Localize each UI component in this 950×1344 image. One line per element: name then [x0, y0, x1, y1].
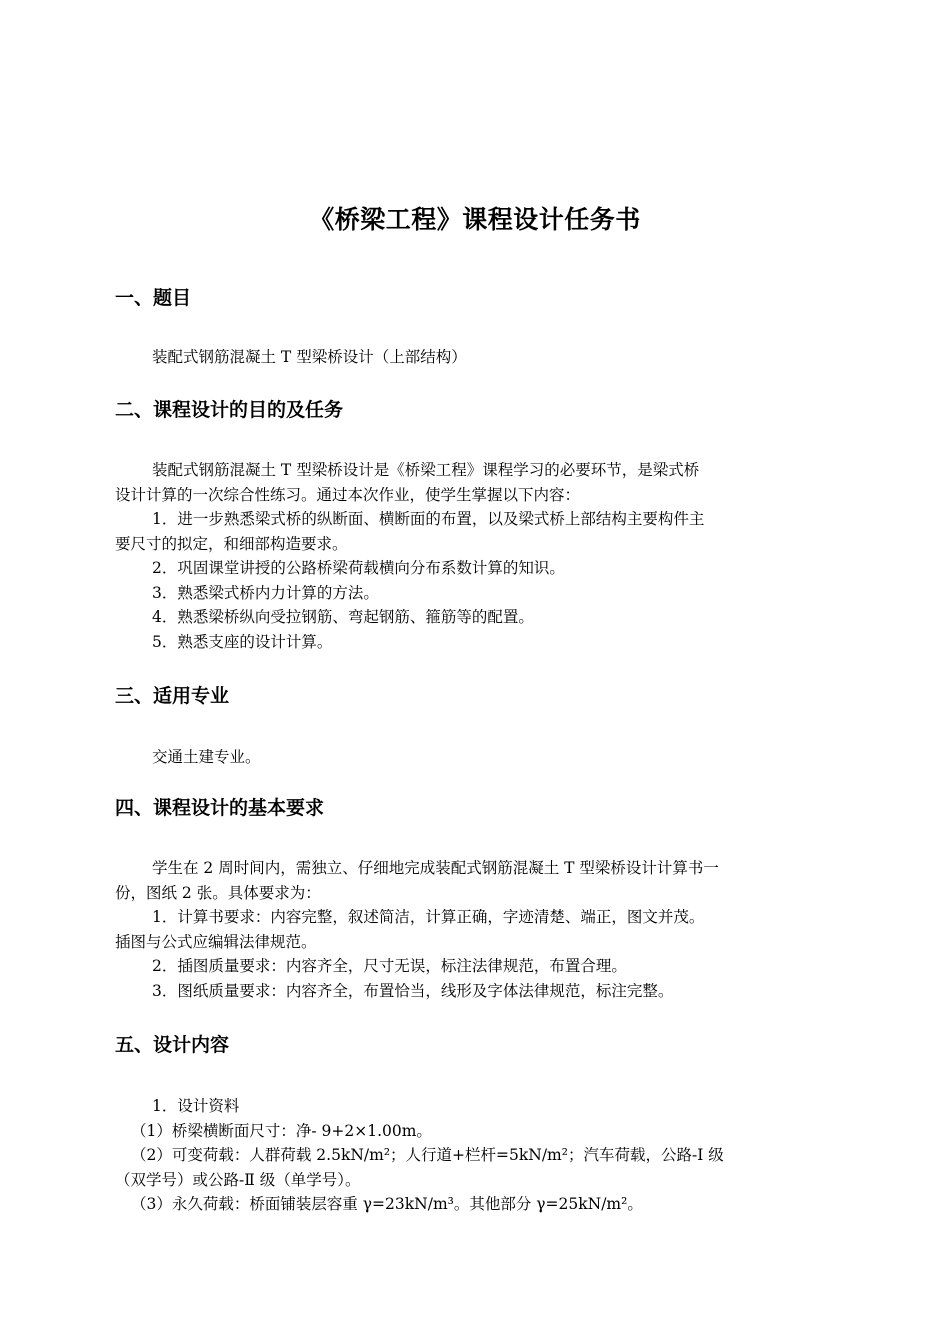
section-heading-content: 五、设计内容: [115, 1034, 230, 1056]
body-line: 2．插图质量要求：内容齐全，尺寸无误，标注法律规范，布置合理。: [152, 957, 627, 975]
section-body-requirements: [115, 856, 837, 1003]
body-line: 要尺寸的拟定，和细部构造要求。: [115, 534, 348, 553]
body-line: 1．设计资料: [152, 1097, 240, 1115]
body-line: 份，图纸 2 张。具体要求为：: [115, 883, 321, 902]
body-line: （2）可变荷载：人群荷载 2.5kN/m²；人行道+栏杆=5kN/m²；汽车荷载，公路-Ⅰ 级: [131, 1146, 724, 1164]
body-line: 4．熟悉梁桥纵向受拉钢筋、弯起钢筋、箍筋等的配置。: [152, 608, 534, 626]
document-title: 《桥梁工程》课程设计任务书: [309, 205, 641, 234]
body-line: 3．熟悉梁式桥内力计算的方法。: [152, 583, 379, 602]
body-line: 1．计算书要求：内容完整，叙述简洁，计算正确，字迹清楚、端正，图文并茂。: [152, 908, 705, 926]
section-body-topic: [115, 345, 837, 370]
body-line: 插图与公式应编辑法律规范。: [115, 932, 317, 951]
section-heading-requirements: 四、课程设计的基本要求: [115, 797, 325, 819]
body-line: 2．巩固课堂讲授的公路桥梁荷载横向分布系数计算的知识。: [152, 559, 565, 577]
body-line: 3．图纸质量要求：内容齐全，布置恰当，线形及字体法律规范，标注完整。: [152, 981, 674, 1000]
body-line: 设计计算的一次综合性练习。通过本次作业，使学生掌握以下内容：: [115, 485, 581, 504]
body-line: 学生在 2 周时间内，需独立、仔细地完成装配式钢筋混凝土 T 型梁桥设计计算书一: [152, 859, 719, 877]
section-body-major: [115, 745, 837, 770]
body-line: 装配式钢筋混凝土 T 型梁桥设计（上部结构）: [152, 348, 467, 366]
body-line: 5．熟悉支座的设计计算。: [152, 632, 333, 651]
section-body-purpose: [115, 458, 837, 654]
section-heading-purpose: 二、课程设计的目的及任务: [115, 399, 344, 421]
body-line: （3）永久荷载：桥面铺装层容重 γ=23kN/m³。其他部分 γ=25kN/m²。: [131, 1195, 643, 1213]
body-line: 装配式钢筋混凝土 T 型梁桥设计是《桥梁工程》课程学习的必要环节，是梁式桥: [152, 461, 700, 479]
section-heading-major: 三、适用专业: [115, 685, 230, 707]
section-body-content: [115, 1094, 837, 1217]
section-heading-topic: 一、题目: [115, 287, 192, 309]
body-line: 1．进一步熟悉梁式桥的纵断面、横断面的布置，以及梁式桥上部结构主要构件主: [152, 510, 705, 528]
body-line: （1）桥梁横断面尺寸：净- 9+2×1.00m。: [131, 1121, 432, 1140]
body-line: 交通土建专业。: [152, 748, 261, 766]
body-line: （双学号）或公路-Ⅱ 级（单学号）。: [115, 1170, 361, 1189]
